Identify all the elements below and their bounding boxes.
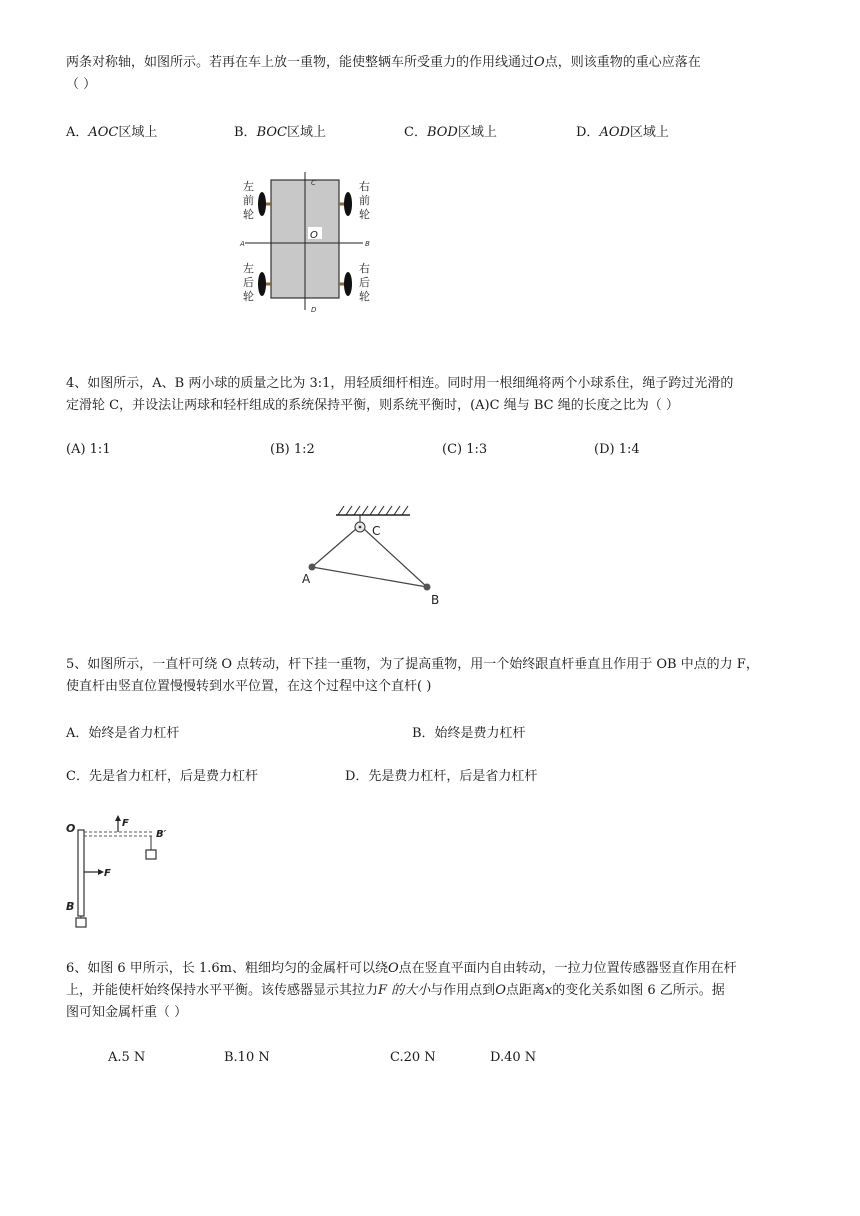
q4-option-d: (D) 1:4: [594, 442, 640, 457]
q5-option-b: B．始终是费力杠杆: [412, 726, 526, 741]
q4-option-c: (C) 1:3: [442, 442, 488, 457]
q3-option-a: A．AOC区域上: [66, 125, 158, 140]
rope-ac: [312, 529, 356, 567]
svg-text:前: 前: [359, 194, 370, 207]
svg-text:后: 后: [359, 276, 370, 289]
q6-option-a: A.5 N: [108, 1050, 146, 1065]
svg-text:轮: 轮: [243, 290, 254, 303]
q5-option-c: C．先是省力杠杆，后是费力杠杆: [66, 769, 258, 784]
q5-lever-figure: [62, 812, 174, 932]
q3-stem: [66, 52, 796, 96]
label-b-prime: B′: [156, 829, 167, 840]
left-front-wheel: [258, 192, 266, 216]
svg-text:轮: 轮: [243, 208, 254, 221]
center-label-o: O: [310, 230, 318, 241]
q6-stem: 6、如图 6 甲所示，长 1.6m、粗细均匀的金属杆可以绕O点在竖直平面内自由转动，一拉力位置传感器竖直作用在杆 上，并能使杆始终保持水平平衡。该传感器显示其拉力F 的大小与作用点到O点距离x的变化关系如图 6 乙所示。据 图可知金属杆重（ ）: [66, 961, 737, 1020]
q3-stem-text-end: 点，则该重物的重心应落在: [544, 55, 701, 70]
axis-label-d: D: [311, 306, 317, 314]
q3-stem-text: 两条对称轴，如图所示。若再在车上放一重物，能使整辆车所受重力的作用线通过: [66, 55, 535, 70]
q3-option-d: D．AOD区域上: [576, 125, 669, 140]
q4-option-b: (B) 1:2: [270, 442, 315, 457]
svg-text:左: 左: [243, 262, 254, 275]
q4-stem: 4、如图所示，A、B 两小球的质量之比为 3:1，用轻质细杆相连。同时用一根细绳将两个小球系住，绳子跨过光滑的 定滑轮 C，并设法让两球和轻杆组成的系统保持平衡，则系统平衡时，(A)C 绳与 BC 绳的长度之比为（ ）: [66, 376, 734, 413]
right-rear-wheel: [344, 272, 352, 296]
label-f-mid: F: [104, 868, 111, 879]
ball-a: [309, 564, 316, 571]
left-rear-wheel: [258, 272, 266, 296]
q3-option-c: C．BOD区域上: [404, 125, 497, 140]
svg-text:左: 左: [243, 180, 254, 193]
weight-horizontal: [146, 850, 156, 859]
axis-label-c: C: [311, 179, 316, 187]
axis-label-a: A: [240, 240, 245, 248]
label-f-top: F: [122, 818, 129, 829]
q4-option-a: (A) 1:1: [66, 442, 111, 457]
label-o: O: [66, 822, 76, 835]
svg-text:前: 前: [243, 194, 254, 207]
svg-text:右: 右: [359, 180, 370, 193]
q6-option-c: C.20 N: [390, 1050, 436, 1065]
q3-car-figure: [225, 170, 385, 320]
label-a: A: [302, 572, 311, 586]
q3-answer-blank: （ ）: [66, 77, 97, 92]
label-c: C: [372, 524, 381, 538]
q5-option-d: D．先是费力杠杆，后是省力杠杆: [345, 769, 538, 784]
q6-option-b: B.10 N: [224, 1050, 270, 1065]
q5-option-a: A．始终是省力杠杆: [66, 726, 180, 741]
svg-text:右: 右: [359, 262, 370, 275]
q5-stem: 5、如图所示，一直杆可绕 O 点转动，杆下挂一重物，为了提高重物，用一个始终跟直杆垂直且作用于 OB 中点的力 F， 使直杆由竖直位置慢慢转到水平位置，在这个过程中这个直杆( ): [66, 657, 759, 694]
q3-option-b: B．BOC区域上: [234, 125, 326, 140]
ball-b: [424, 584, 431, 591]
axis-label-b: B: [365, 240, 370, 248]
svg-text:轮: 轮: [359, 290, 370, 303]
q4-pulley-figure: [292, 503, 462, 613]
weight-vertical: [76, 918, 86, 927]
label-b: B: [66, 900, 75, 913]
q6-option-d: D.40 N: [490, 1050, 537, 1065]
rod-ab: [312, 567, 427, 587]
svg-text:后: 后: [243, 276, 254, 289]
vertical-rod: [78, 830, 84, 916]
label-b: B: [431, 593, 440, 607]
svg-text:轮: 轮: [359, 208, 370, 221]
q3-point-o: O: [534, 55, 545, 70]
right-front-wheel: [344, 192, 352, 216]
